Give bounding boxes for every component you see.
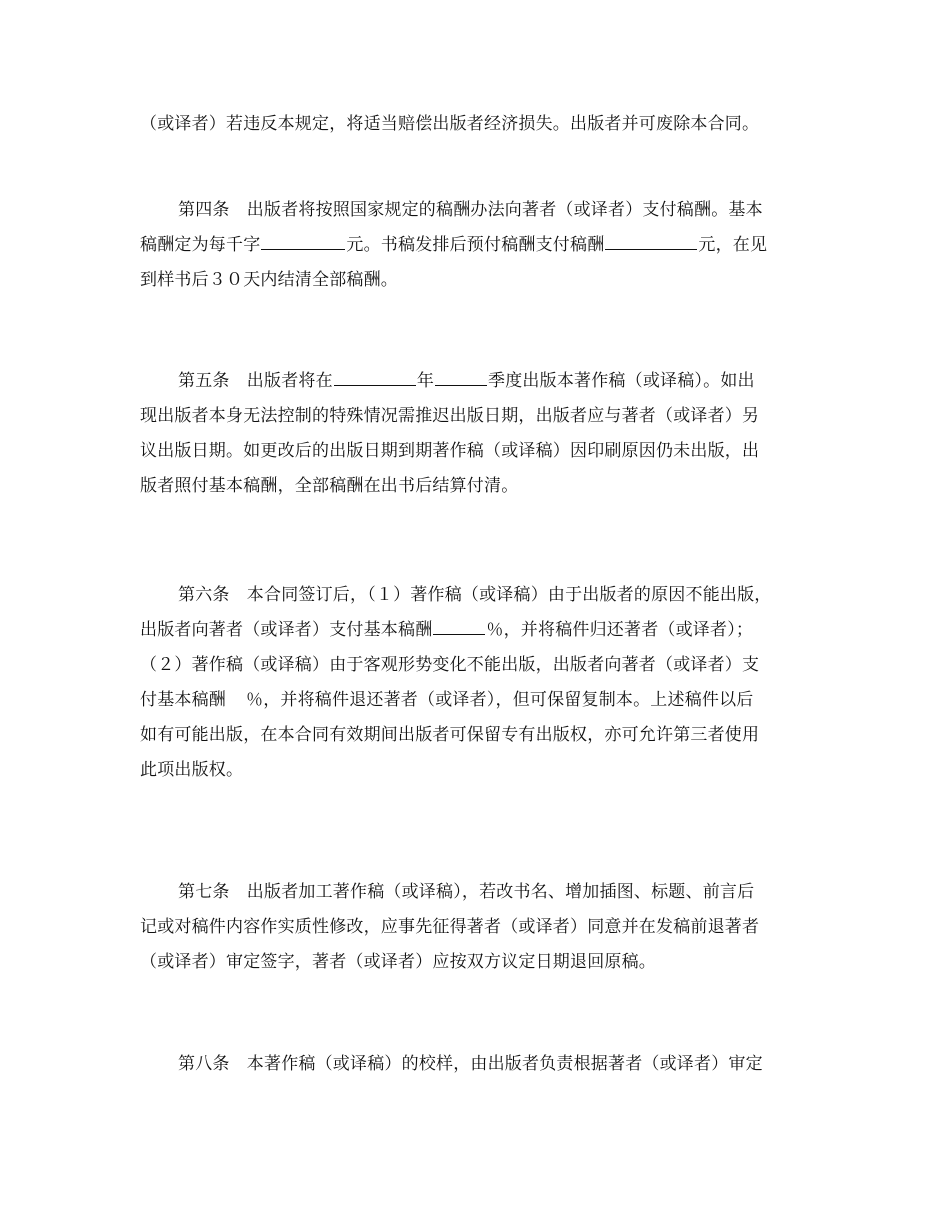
text-line: （２）著作稿（或译稿）由于客观形势变化不能出版，出版者向著者（或译者）支 — [140, 655, 760, 675]
paragraph-article-7 — [140, 875, 840, 980]
text-line: 到样书后３０天内结清全部稿酬。 — [140, 270, 398, 290]
text-line: 版者照付基本稿酬，全部稿酬在出书后结算付清。 — [140, 476, 519, 496]
text-line: 如有可能出版，在本合同有效期间出版者可保留专有出版权，亦可允许第三者使用 — [140, 725, 760, 745]
fill-in-blank — [261, 231, 345, 250]
text-line: 此项出版权。 — [140, 760, 244, 780]
text-line: 第八条 本著作稿（或译稿）的校样，由出版者负责根据著者（或译者）审定 — [178, 1054, 763, 1074]
paragraph-article-5 — [140, 364, 840, 504]
text-line: 记或对稿件内容作实质性修改，应事先征得著者（或译者）同意并在发稿前退著者 — [140, 917, 760, 937]
text-line: 付基本稿酬 ％，并将稿件退还著者（或译者），但可保留复制本。上述稿件以后 — [140, 690, 754, 710]
paragraph-article-8 — [140, 1047, 840, 1082]
text-line: 第六条 本合同签订后，（１）著作稿（或译稿）由于出版者的原因不能出版， — [178, 585, 772, 605]
fill-in-blank — [334, 367, 416, 386]
paragraph-article-6 — [140, 578, 840, 788]
text-line: 第五条 出版者将在 年 季度出版本著作稿（或译稿）。如出 — [140, 364, 840, 399]
text-line: 议出版日期。如更改后的出版日期到期著作稿（或译稿）因印刷原因仍未出版，出 — [140, 441, 760, 461]
text-line: 出版者向著者（或译者）支付基本稿酬 ％，并将稿件归还著者（或译者）； — [140, 613, 840, 648]
paragraph-article-4 — [140, 193, 840, 298]
fill-in-blank — [433, 616, 485, 635]
fill-in-blank — [435, 367, 487, 386]
text-line: （或译者）若违反本规定，将适当赔偿出版者经济损失。出版者并可废除本合同。 — [140, 114, 760, 134]
paragraph-article-3-tail — [140, 107, 840, 142]
text-line: 第四条 出版者将按照国家规定的稿酬办法向著者（或译者）支付稿酬。基本 — [178, 200, 763, 220]
text-line: 第七条 出版者加工著作稿（或译稿），若改书名、增加插图、标题、前言后 — [178, 882, 755, 902]
fill-in-blank — [605, 231, 697, 250]
text-line: （或译者）审定签字，著者（或译者）应按双方议定日期退回原稿。 — [140, 952, 656, 972]
text-line: 现出版者本身无法控制的特殊情况需推迟出版日期，出版者应与著者（或译者）另 — [140, 406, 760, 426]
text-line: 稿酬定为每千字 元。书稿发排后预付稿酬支付稿酬 元，在见 — [140, 228, 840, 263]
